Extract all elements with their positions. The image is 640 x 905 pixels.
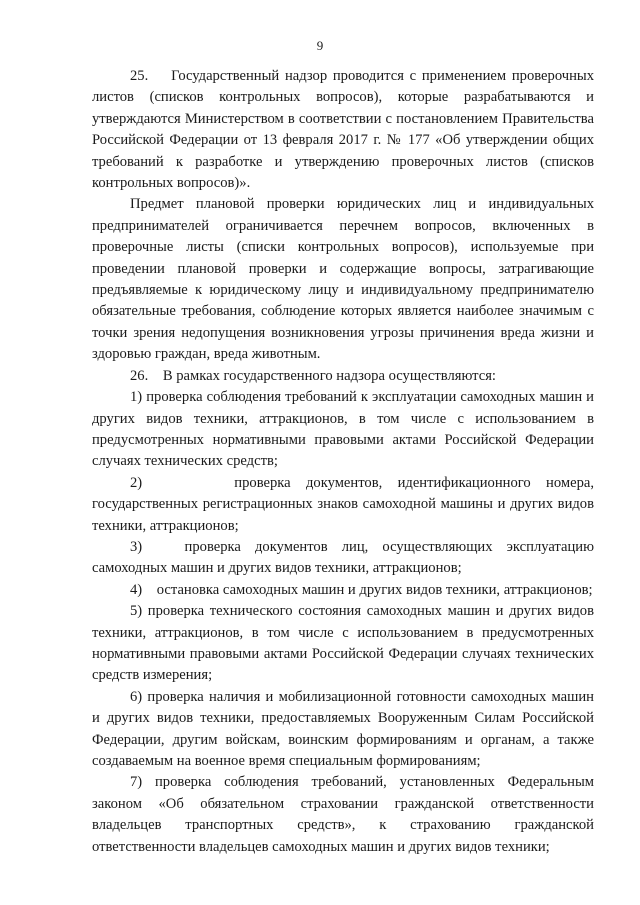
list-item-3: 3) проверка документов лиц, осуществляющих эксплуатацию самоходных машин и других видов техники, аттракционов; — [92, 538, 594, 577]
paragraph-planned-inspection-subject: Предмет плановой проверки юридических лиц и индивидуальных предпринимателей ограничивается перечнем вопросов, включенных в проверочные листы (списки контрольных вопросов), используемые при проведении плановой проверки и содержащие вопросы, затрагивающие предъявляемые к юридическому лицу и индивидуальному предпринимателю обязательные требования, соблюдение которых является наиболее значимым с точки зрения недопущения возникновения угрозы причинения вреда жизни и здоровью граждан, вреда животным. — [92, 196, 594, 363]
document-body — [92, 66, 594, 858]
list-item-7: 7) проверка соблюдения требований, установленных Федеральным законом «Об обязательном страховании гражданской ответственности владельцев транспортных средств», к страхованию гражданской ответственности владельцев самоходных машин и других видов техники; — [92, 774, 594, 855]
list-item-5: 5) проверка технического состояния самоходных машин и других видов техники, аттракционов, в том числе с использованием в предусмотренных нормативными правовыми актами Российской Федерации случаях технических средств измерения; — [92, 603, 594, 684]
list-item-4: 4) остановка самоходных машин и других видов техники, аттракционов; — [130, 581, 593, 598]
list-item-1: 1) проверка соблюдения требований к эксплуатации самоходных машин и других видов техники, аттракционов, в том числе с использованием в предусмотренных нормативными правовыми актами Российской Федерации случаях технических средств; — [92, 389, 594, 470]
list-item-2: 2) проверка документов, идентификационного номера, государственных регистрационных знаков самоходной машины и других видов техники, аттракционов; — [92, 474, 594, 534]
page-number: 9 — [316, 38, 324, 53]
paragraph-25-state-supervision: 25. Государственный надзор проводится с применением проверочных листов (списков контрольных вопросов), которые разрабатываются и утверждаются Министерством в соответствии с постановлением Правительства Российской Федерации от 13 февраля 2017 г. № 177 «Об утверждении общих требований к разработке и утверждению проверочных листов (списков контрольных вопросов)». — [92, 68, 594, 192]
paragraph-26-supervision-scope: 26. В рамках государственного надзора осуществляются: — [130, 367, 496, 384]
list-item-6: 6) проверка наличия и мобилизационной готовности самоходных машин и других видов техники, предоставляемых Вооруженным Силам Российской Федерации, другим войскам, воинским формированиям и органам, а также создаваемым на военное время специальным формированиям; — [92, 688, 594, 769]
